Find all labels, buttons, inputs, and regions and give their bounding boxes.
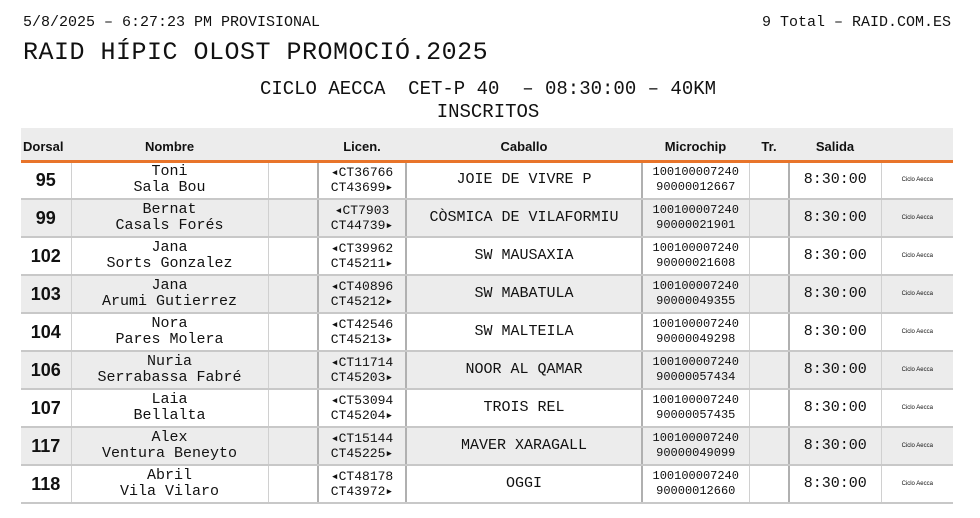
col-header-dorsal: Dorsal [21, 128, 71, 161]
event-title: RAID HÍPIC OLOST PROMOCIÓ.2025 [23, 38, 489, 67]
section-title: INSCRITOS [436, 101, 540, 123]
license-cell [318, 161, 406, 199]
start-time: 8:30:00 [789, 389, 881, 427]
microchip-line-1: 100100007240 [652, 241, 739, 255]
start-time: 8:30:00 [789, 275, 881, 313]
microchip-cell [642, 389, 749, 427]
dorsal-number: 104 [21, 313, 71, 351]
horse-license: CT45225▸ [330, 446, 394, 461]
blank-cell [268, 389, 318, 427]
microchip-line-1: 100100007240 [652, 279, 739, 293]
rider-license: ◂CT36766 [330, 165, 394, 181]
microchip-cell [642, 161, 749, 199]
table-row [21, 275, 953, 313]
category-label: Ciclo Aecca [881, 465, 953, 503]
horse-license: CT45212▸ [330, 294, 394, 309]
rider-last-name: Sala Bou [133, 179, 206, 197]
rider-last-name: Vila Vilaro [119, 483, 220, 500]
blank-cell [268, 351, 318, 389]
horse-name: SW MABATULA [406, 275, 642, 313]
rider-first-name: Jana [151, 277, 188, 294]
microchip-line-2: 90000057435 [656, 408, 736, 422]
rider-license: ◂CT53094 [330, 393, 394, 408]
microchip-line-1: 100100007240 [652, 317, 739, 331]
col-header-microchip: Microchip [642, 128, 749, 161]
col-header-nombre: Nombre [71, 128, 268, 161]
rider-name [71, 427, 268, 465]
rider-name [71, 351, 268, 389]
col-header-tr: Tr. [749, 128, 789, 161]
col-header-blank [268, 128, 318, 161]
report-timestamp: 5/8/2025 – 6:27:23 PM PROVISIONAL [23, 14, 321, 31]
rider-license: ◂CT39962 [330, 241, 394, 256]
total-and-site: 9 Total – RAID.COM.ES [761, 14, 951, 31]
rider-last-name: Serrabassa Fabré [97, 369, 242, 386]
rider-license: ◂CT40896 [330, 279, 394, 294]
blank-cell [268, 275, 318, 313]
table-row [21, 389, 953, 427]
rider-first-name: Alex [151, 429, 188, 446]
rider-license: ◂CT7903 [334, 203, 390, 218]
rider-name [71, 161, 268, 199]
rider-first-name: Nuria [146, 353, 192, 370]
horse-license: CT45204▸ [330, 408, 394, 423]
rider-first-name: Laia [151, 391, 188, 408]
license-cell [318, 237, 406, 275]
microchip-cell [642, 351, 749, 389]
microchip-cell [642, 237, 749, 275]
rider-first-name: Abril [146, 467, 192, 484]
microchip-cell [642, 427, 749, 465]
microchip-cell [642, 199, 749, 237]
table-row [21, 465, 953, 503]
horse-name: NOOR AL QAMAR [406, 351, 642, 389]
microchip-line-1: 100100007240 [652, 469, 739, 483]
category-label: Ciclo Aecca [881, 427, 953, 465]
rider-license: ◂CT48178 [330, 469, 394, 484]
blank-cell [268, 161, 318, 199]
col-header-caballo: Caballo [406, 128, 642, 161]
horse-name: MAVER XARAGALL [406, 427, 642, 465]
table-row [21, 427, 953, 465]
rider-license: ◂CT15144 [330, 431, 394, 446]
rider-first-name: Nora [151, 315, 188, 332]
table-row [21, 161, 953, 199]
license-cell [318, 313, 406, 351]
rider-last-name: Ventura Beneyto [101, 445, 238, 462]
horse-name: CÒSMICA DE VILAFORMIU [406, 199, 642, 237]
tr-cell [749, 199, 789, 237]
rider-last-name: Bellalta [133, 407, 206, 424]
category-label: Ciclo Aecca [881, 275, 953, 313]
rider-first-name: Toni [151, 163, 188, 181]
start-time: 8:30:00 [789, 161, 881, 199]
rider-name [71, 389, 268, 427]
horse-license: CT45203▸ [330, 370, 394, 385]
rider-last-name: Arumi Gutierrez [101, 293, 238, 310]
start-time: 8:30:00 [789, 465, 881, 503]
microchip-line-2: 90000021608 [656, 256, 736, 270]
dorsal-number: 102 [21, 237, 71, 275]
microchip-cell [642, 465, 749, 503]
license-cell [318, 199, 406, 237]
entries-table [21, 128, 953, 504]
tr-cell [749, 389, 789, 427]
microchip-line-2: 90000049099 [656, 446, 736, 460]
col-header-salida: Salida [789, 128, 881, 161]
category-label: Ciclo Aecca [881, 199, 953, 237]
category-label: Ciclo Aecca [881, 237, 953, 275]
table-header-row [21, 128, 953, 161]
microchip-line-1: 100100007240 [652, 203, 739, 217]
dorsal-number: 118 [21, 465, 71, 503]
col-header-licencia: Licen. [318, 128, 406, 161]
rider-name [71, 275, 268, 313]
horse-name: SW MAUSAXIA [406, 237, 642, 275]
dorsal-number: 99 [21, 199, 71, 237]
license-cell [318, 427, 406, 465]
microchip-cell [642, 275, 749, 313]
horse-license: CT43699▸ [330, 180, 394, 196]
microchip-line-2: 90000049298 [656, 332, 736, 346]
rider-last-name: Pares Molera [115, 331, 224, 348]
tr-cell [749, 237, 789, 275]
rider-license: ◂CT11714 [330, 355, 394, 370]
microchip-line-1: 100100007240 [652, 355, 739, 369]
tr-cell [749, 427, 789, 465]
microchip-line-2: 90000012667 [656, 180, 736, 195]
category-label: Ciclo Aecca [881, 161, 953, 199]
blank-cell [268, 427, 318, 465]
horse-license: CT43972▸ [330, 484, 394, 499]
blank-cell [268, 237, 318, 275]
microchip-line-2: 90000012660 [656, 484, 736, 498]
microchip-line-1: 100100007240 [652, 431, 739, 445]
license-cell [318, 275, 406, 313]
table-row [21, 313, 953, 351]
microchip-line-2: 90000049355 [656, 294, 736, 308]
rider-name [71, 465, 268, 503]
table-row [21, 351, 953, 389]
dorsal-number: 107 [21, 389, 71, 427]
table-row [21, 199, 953, 237]
start-time: 8:30:00 [789, 199, 881, 237]
rider-name [71, 199, 268, 237]
license-cell [318, 389, 406, 427]
horse-name: JOIE DE VIVRE P [406, 161, 642, 199]
blank-cell [268, 465, 318, 503]
license-cell [318, 351, 406, 389]
horse-name: SW MALTEILA [406, 313, 642, 351]
horse-license: CT45211▸ [330, 256, 394, 271]
col-header-category [881, 128, 953, 161]
race-subtitle: CICLO AECCA CET-P 40 – 08:30:00 – 40KM [259, 78, 717, 100]
start-time: 8:30:00 [789, 237, 881, 275]
horse-name: TROIS REL [406, 389, 642, 427]
tr-cell [749, 351, 789, 389]
start-time: 8:30:00 [789, 313, 881, 351]
microchip-line-2: 90000021901 [656, 218, 736, 232]
table-body [21, 161, 953, 503]
horse-license: CT45213▸ [330, 332, 394, 347]
category-label: Ciclo Aecca [881, 389, 953, 427]
dorsal-number: 95 [21, 161, 71, 199]
license-cell [318, 465, 406, 503]
rider-name [71, 237, 268, 275]
start-time: 8:30:00 [789, 427, 881, 465]
tr-cell [749, 313, 789, 351]
microchip-cell [642, 313, 749, 351]
start-time: 8:30:00 [789, 351, 881, 389]
rider-first-name: Bernat [142, 201, 197, 218]
horse-name: OGGI [406, 465, 642, 503]
microchip-line-1: 100100007240 [652, 393, 739, 407]
blank-cell [268, 313, 318, 351]
tr-cell [749, 465, 789, 503]
category-label: Ciclo Aecca [881, 351, 953, 389]
dorsal-number: 103 [21, 275, 71, 313]
rider-first-name: Jana [151, 239, 188, 256]
microchip-line-2: 90000057434 [656, 370, 736, 384]
rider-last-name: Sorts Gonzalez [106, 255, 233, 272]
category-label: Ciclo Aecca [881, 313, 953, 351]
dorsal-number: 106 [21, 351, 71, 389]
dorsal-number: 117 [21, 427, 71, 465]
microchip-line-1: 100100007240 [652, 165, 739, 180]
tr-cell [749, 161, 789, 199]
horse-license: CT44739▸ [330, 218, 394, 233]
table-row [21, 237, 953, 275]
tr-cell [749, 275, 789, 313]
rider-name [71, 313, 268, 351]
rider-license: ◂CT42546 [330, 317, 394, 332]
blank-cell [268, 199, 318, 237]
rider-last-name: Casals Forés [115, 217, 224, 234]
